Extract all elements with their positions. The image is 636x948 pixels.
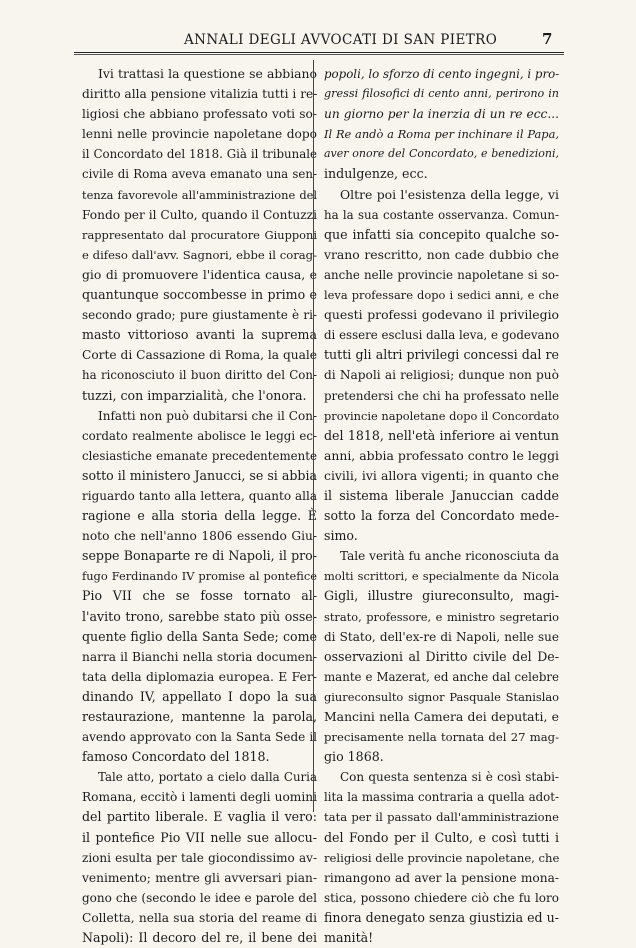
text-line: di Napoli ai religiosi; dunque non può xyxy=(324,368,559,383)
text-line: famoso Concordato del 1818. xyxy=(82,749,270,765)
text-line: sotto il ministero Janucci, se si abbia xyxy=(82,467,317,483)
text-line: lita la massima contraria a quella adot- xyxy=(324,790,559,805)
text-line: molti scrittori, e specialmente da Nicola xyxy=(324,569,559,584)
page-number: 7 xyxy=(542,30,553,48)
text-line: leva professare dopo i sedici anni, e che xyxy=(324,288,559,303)
text-line: rimangono ad aver la pensione mona- xyxy=(324,870,559,885)
text-line: di Stato, dell'ex-re di Napoli, nelle sue xyxy=(324,629,559,644)
text-line: Mancini nella Camera dei deputati, e xyxy=(324,709,559,724)
text-line: tata per il passato dall'amministrazione xyxy=(324,810,559,825)
text-line: fugo Ferdinando IV promise al pontefice xyxy=(82,569,317,584)
text-line: gio di promuovere l'identica causa, e xyxy=(82,266,317,282)
text-line: del partito liberale. E vaglia il vero: xyxy=(82,809,317,825)
text-line: tenza favorevole all'amministrazione del xyxy=(82,187,317,202)
text-line: Corte di Cassazione di Roma, la quale xyxy=(82,348,317,363)
text-line: ragione e alla storia della legge. È xyxy=(82,508,317,524)
text-line: strato, professore, e ministro segretario xyxy=(324,609,559,624)
text-line: Romana, eccitò i lamenti degli uomini xyxy=(82,790,317,805)
text-line: quente figlio della Santa Sede; come xyxy=(82,628,317,644)
text-line: Fondo per il Culto, quando il Contuzzi xyxy=(82,207,317,222)
text-line: secondo grado; pure giustamente è ri- xyxy=(82,308,317,323)
text-line: civile di Roma aveva emanato una sen- xyxy=(82,167,317,182)
text-line: manità! xyxy=(324,930,374,946)
text-line: quantunque soccombesse in primo e xyxy=(82,287,317,303)
text-line: lenni nelle provincie napoletane dopo xyxy=(82,127,317,142)
text-line: osservazioni al Diritto civile del De- xyxy=(324,648,559,664)
text-line: noto che nell'anno 1806 essendo Giu- xyxy=(82,529,317,544)
text-line: precisamente nella tornata del 27 mag- xyxy=(324,730,559,745)
text-line: masto vittorioso avanti la suprema xyxy=(82,327,317,343)
text-line: restaurazione, mantenne la parola, xyxy=(82,709,317,724)
text-line: Napoli): Il decoro del re, il bene dei xyxy=(82,930,317,946)
text-line: Colletta, nella sua storia del reame di xyxy=(82,910,317,925)
text-line: Oltre poi l'esistenza della legge, vi xyxy=(340,186,559,202)
text-line: popoli, lo sforzo di cento ingegni, i pro- xyxy=(324,67,559,81)
text-line: Gigli, illustre giureconsulto, magi- xyxy=(324,588,559,604)
text-line: religiosi delle provincie napoletane, che xyxy=(324,850,559,865)
text-line: finora denegato senza giustizia ed u- xyxy=(324,909,559,925)
text-line: questi professi godevano il privilegio xyxy=(324,307,559,323)
text-line: tuzzi, con imparzialità, che l'onora. xyxy=(82,387,307,403)
text-line: narra il Bianchi nella storia documen- xyxy=(82,649,317,664)
text-line: dinando IV, appellato I dopo la sua xyxy=(82,688,317,704)
text-line: zioni esulta per tale giocondissimo av- xyxy=(82,850,317,865)
text-line: Pio VII che se fosse tornato al- xyxy=(82,588,317,604)
text-line: ha la sua costante osservanza. Comun- xyxy=(324,207,559,222)
text-line: que infatti sia concepito qualche so- xyxy=(324,226,559,242)
text-line: indulgenze, ecc. xyxy=(324,166,428,182)
column-divider xyxy=(313,60,314,812)
text-line: stica, possono chiedere ciò che fu loro xyxy=(324,890,559,905)
text-line: l'avito trono, sarebbe stato più osse- xyxy=(82,608,317,624)
text-line: del 1818, nell'età inferiore ai ventun xyxy=(324,427,559,443)
text-line: Ivi trattasi la questione se abbiano xyxy=(98,66,317,81)
text-line: cordato realmente abolisce le leggi ec- xyxy=(82,428,317,443)
header-rule xyxy=(74,52,564,55)
text-line: e difeso dall'avv. Sagnori, ebbe il corag- xyxy=(82,247,317,262)
text-line: Tale atto, portato a cielo dalla Curia xyxy=(98,770,317,785)
text-line: ligiosi che abbiano professato voti so- xyxy=(82,107,317,122)
text-line: clesiastiche emanate precedentemente xyxy=(82,448,317,463)
text-line: il Concordato del 1818. Già il tribunale xyxy=(82,147,317,162)
text-line: venimento; mentre gli avversari pian- xyxy=(82,870,317,885)
text-line: gio 1868. xyxy=(324,749,384,765)
running-title: ANNALI DEGLI AVVOCATI DI SAN PIETRO xyxy=(184,32,498,48)
text-line: anni, abbia professato contro le leggi xyxy=(324,447,559,463)
text-line: pretendersi che chi ha professato nelle xyxy=(324,388,559,403)
left-column xyxy=(82,64,317,948)
text-line: simo. xyxy=(324,528,358,544)
right-column xyxy=(324,64,559,948)
text-line: tutti gli altri privilegi concessi dal re xyxy=(324,347,559,363)
text-line: rappresentato dal procuratore Giupponi xyxy=(82,227,317,242)
text-line: il pontefice Pio VII nelle sue allocu- xyxy=(82,829,317,845)
text-line: un giorno per la inerzia di un re ecc... xyxy=(324,107,559,122)
text-line: tata della diplomazia europea. E Fer- xyxy=(82,668,317,684)
text-line: Il Re andò a Roma per inchinare il Papa, xyxy=(324,127,559,142)
text-line: Con questa sentenza si è così stabi- xyxy=(340,770,559,785)
text-line: Infatti non può dubitarsi che il Con- xyxy=(98,408,317,423)
text-line: di essere esclusi dalla leva, e godevano xyxy=(324,328,559,343)
text-line: ha riconosciuto il buon diritto del Con- xyxy=(82,368,317,383)
text-line: Tale verità fu anche riconosciuta da xyxy=(340,549,559,564)
text-line: sotto la forza del Concordato mede- xyxy=(324,508,559,524)
text-line: aver onore del Concordato, e benedizioni, xyxy=(324,147,559,161)
text-line: anche nelle provincie napoletane si so- xyxy=(324,267,559,282)
text-line: diritto alla pensione vitalizia tutti i re- xyxy=(82,87,317,102)
text-line: gressi filosofici di cento anni, perirono in xyxy=(324,87,559,101)
text-line: civili, ivi allora vigenti; in quanto che xyxy=(324,467,559,483)
text-line: vrano rescritto, non cade dubbio che xyxy=(324,246,559,262)
text-line: il sistema liberale Januccian cadde xyxy=(324,487,559,503)
page-header xyxy=(74,30,564,52)
text-line: mante e Mazerat, ed anche dal celebre xyxy=(324,669,559,684)
text-line: avendo approvato con la Santa Sede il xyxy=(82,730,317,745)
text-line: provincie napoletane dopo il Concordato xyxy=(324,408,559,423)
text-line: del Fondo per il Culto, e così tutti i xyxy=(324,829,559,845)
text-line: giureconsulto signor Pasquale Stanislao xyxy=(324,689,559,704)
text-line: seppe Bonaparte re di Napoli, il pro- xyxy=(82,548,317,564)
text-line: gono che (secondo le idee e parole del xyxy=(82,890,317,905)
text-line: riguardo tanto alla lettera, quanto alla xyxy=(82,488,317,503)
